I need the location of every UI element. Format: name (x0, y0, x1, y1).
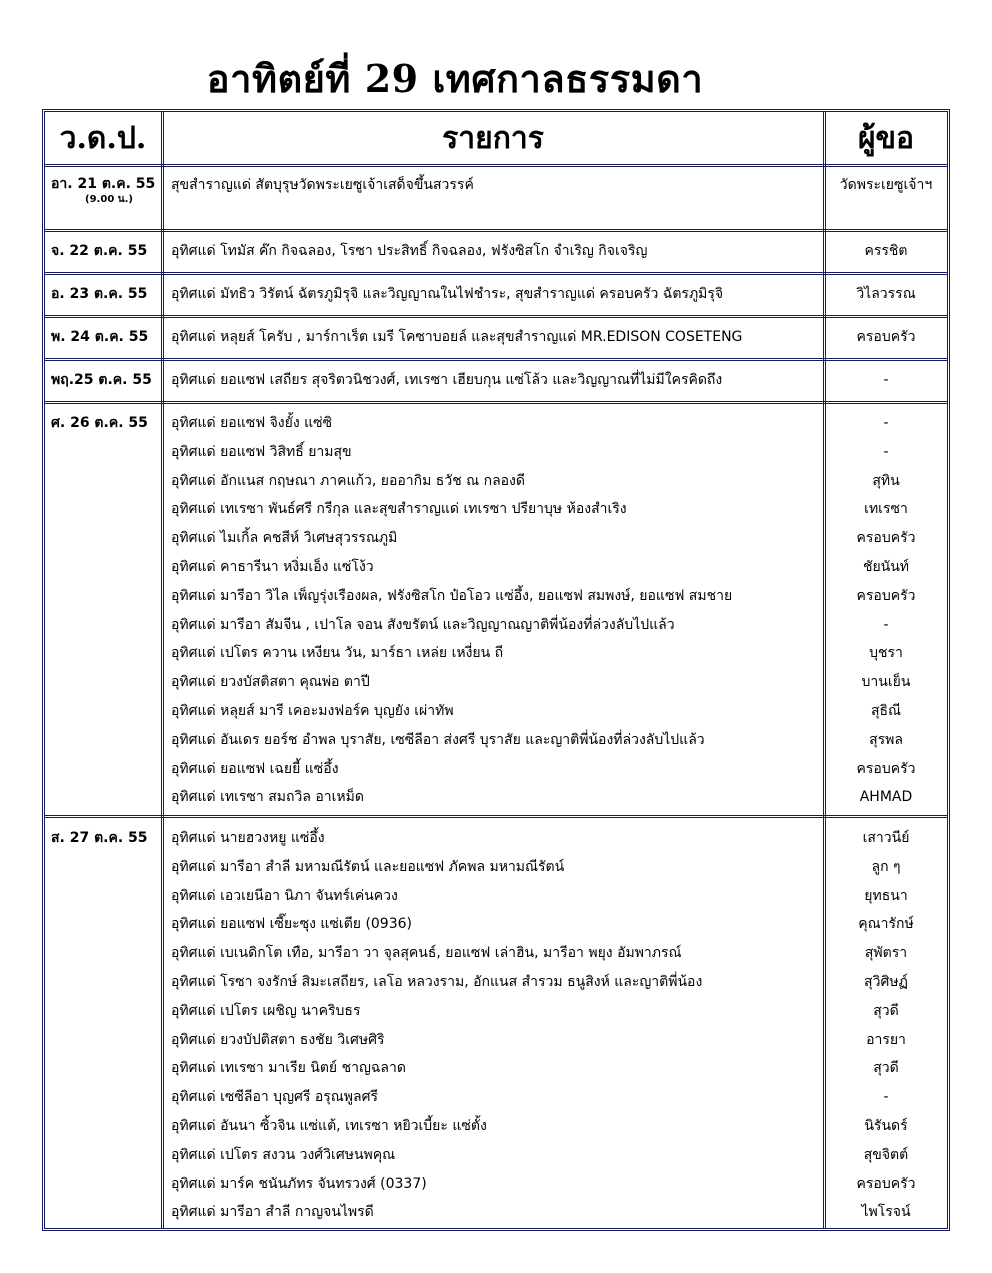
row-requesters (825, 323, 947, 352)
list-item: อุทิศแด่ ยอแซฟ เสถียร สุจริตวนิชวงศ์, เทเรซา เฮียบกุน แซ่โล้ว และวิญญาณที่ไม่มีใครคิดถึง (171, 372, 723, 388)
requester: ครอบครัว (856, 760, 916, 777)
requester: สุรพล (869, 731, 903, 748)
requester: สุขจิตต์ (863, 1146, 909, 1163)
row-items (171, 824, 702, 1227)
row-items (171, 323, 742, 352)
list-item: อุทิศแด่ อักแนส กฤษณา ภาคแก้ว, ยออากิม ธวัช ณ กลองดี (171, 472, 525, 489)
list-item: อุทิศแด่ ยวงบัสติสตา คุณพ่อ ตาปี (171, 674, 370, 691)
list-item: อุทิศแด่ โรซา จงรักษ์ สิมะเสถียร, เลโอ หลวงราม, อักแนส สำรวม ธนูสิงห์ และญาติพี่น้อง (171, 973, 703, 990)
list-item: อุทิศแด่ อันเดร ยอร์ช อำพล บุราสัย, เซซีลีอา ส่งศรี บุราสัย และญาติพี่น้องที่ล่วงลับไปแล้ว (171, 731, 705, 748)
requester: - (883, 415, 889, 431)
row-requesters (825, 280, 947, 309)
requester: วัดพระเยซูเจ้าฯ (839, 177, 933, 193)
row-divider (45, 164, 947, 167)
requester: ครอบครัว (856, 587, 916, 604)
row-date: ส. 27 ต.ค. 55 (51, 830, 148, 846)
list-item: อุทิศแด่ นายฮวงหยู แซ่อึ้ง (171, 830, 325, 846)
list-item: อุทิศแด่ ไมเกิ้ล คชสีห์ วิเศษสุวรรณภูมิ (171, 530, 398, 547)
list-item: อุทิศแด่ เบเนดิกโต เทือ, มารีอา วา จุลสุคนธ์, ยอแซฟ เล่าฮิน, มารีอา พยุง อัมพาภรณ์ (171, 945, 682, 962)
page-title: อาทิตย์ที่ 29 เทศกาลธรรมดา (206, 56, 704, 101)
list-item: อุทิศแด่ มารีอา สัมจีน , เปาโล จอน สังขรัตน์ และวิญญาณญาติพี่น้องที่ล่วงลับไปแล้ว (171, 616, 675, 633)
list-item: อุทิศแด่ ยวงบัปติสตา ธงชัย วิเศษศิริ (171, 1031, 385, 1048)
list-item: อุทิศแด่ ยอแซฟ จิงยั้ง แซ่ซิ (171, 415, 333, 431)
row-divider (45, 401, 947, 404)
list-item: อุทิศแด่ ยอแซฟ เฉยยี้ แซ่อึ้ง (171, 760, 339, 777)
list-item: อุทิศแด่ เทเรซา พันธ์ศรี กรีกุล และสุขสำราญแด่ เทเรซา ปรียาบุษ ห้องสำเริง (171, 501, 627, 518)
requester: - (883, 443, 889, 460)
requester: นิรันดร์ (864, 1117, 908, 1134)
requester: บุชรา (869, 645, 903, 662)
requester: วิไลวรรณ (856, 286, 916, 302)
list-item: อุทิศแด่ เปโตร เผชิญ นาคริบธร (171, 1002, 361, 1019)
list-item: อุทิศแด่ อันนา ซิ้วจิน แซ่แต้, เทเรซา หยิวเบี้ยะ แซ่ตั้ง (171, 1117, 487, 1134)
list-item: อุทิศแด่ โทมัส ค๊ก กิจฉลอง, โรซา ประสิทธิ์ กิจฉลอง, ฟรังซิสโก จำเริญ กิจเจริญ (171, 243, 648, 259)
requester: สุพัตรา (864, 945, 908, 962)
list-item: สุขสำราญแด่ สัตบุรุษวัดพระเยซูเจ้าเสด็จขึ้นสวรรค์ (171, 177, 474, 193)
list-item: อุทิศแด่ เปโตร ควาน เหงียน วัน, มาร์ธา เหล่ย เหงี่ยน ถี (171, 645, 504, 662)
requester: สุทิน (872, 472, 900, 489)
requester: สุวิศิษฏ์ (864, 973, 908, 990)
row-divider (45, 272, 947, 275)
list-item: อุทิศแด่ มาร์ค ชนันภัทร จันทรวงศ์ (0337) (171, 1175, 427, 1192)
list-item: อุทิศแด่ มัทธิว วิรัตน์ ฉัตรภูมิรุจิ และวิญญาณในไฟชำระ, สุขสำราญแด่ ครอบครัว ฉัตรภูมิรุจิ (171, 286, 724, 302)
requester: อารยา (866, 1031, 906, 1048)
header-date: ว.ด.ป. (59, 120, 147, 156)
list-item: อุทิศแด่ คาธารีนา หงิ่มเอ็ง แซ่โง้ว (171, 558, 374, 575)
row-divider (45, 315, 947, 318)
row-date: พ. 24 ต.ค. 55 (51, 329, 149, 345)
list-item: อุทิศแด่ หลุยส์ มารี เคอะมงฟอร์ค บุญยัง เผ่าทัพ (171, 702, 454, 719)
requester: - (883, 616, 889, 633)
row-divider (45, 358, 947, 361)
requester: ยุทธนา (864, 887, 908, 904)
row-requesters (825, 366, 947, 395)
list-item: อุทิศแด่ เปโตร สงวน วงศ์วิเศษนพคุณ (171, 1146, 396, 1163)
row-items (171, 280, 723, 309)
requester: เสาวนีย์ (862, 830, 910, 846)
requester: - (883, 372, 889, 388)
requester: บานเย็น (861, 674, 911, 691)
requester: ครอบครัว (856, 530, 916, 547)
row-date: ศ. 26 ต.ค. 55 (51, 415, 148, 431)
date-text: อา. 21 ต.ค. 55 (51, 176, 156, 192)
requester: คุณารักษ์ (858, 916, 914, 933)
list-item: อุทิศแด่ ยอแซฟ วิสิทธิ์ ยามสุข (171, 443, 352, 460)
row-requesters (825, 409, 947, 812)
requester: สุวดี (873, 1002, 899, 1019)
row-items (171, 237, 647, 266)
row-items (171, 409, 732, 812)
list-item: อุทิศแด่ มารีอา สำลี มหามณีรัตน์ และยอแซฟ ภัคพล มหามณีรัตน์ (171, 858, 565, 875)
list-item: อุทิศแด่ มารีอา วิไล เพ็ญรุ่งเรืองผล, ฟรังซิสโก ป๋อโอว แซ่อึ้ง, ยอแซฟ สมพงษ์, ยอแซฟ สมชาย (171, 587, 733, 604)
header-requester: ผู้ขอ (857, 120, 915, 156)
requester: - (883, 1089, 889, 1106)
row-items (171, 366, 722, 395)
requester: ครรชิต (864, 243, 908, 259)
requester: ครอบครัว (856, 1175, 916, 1192)
list-item: อุทิศแด่ เอวเยนีอา นิภา จันทร์เค่นควง (171, 887, 398, 904)
time-note: (9.00 น.) (85, 194, 133, 205)
requester: เทเรซา (864, 501, 908, 518)
row-date: จ. 22 ต.ค. 55 (51, 243, 148, 259)
header-items: รายการ (442, 120, 544, 156)
list-item: อุทิศแด่ หลุยส์ โครับ , มาร์กาเร็ต เมรี โคซาบอยล์ และสุขสำราญแด่ MR.EDISON COSETENG (171, 329, 743, 345)
row-date: พฤ.25 ต.ค. 55 (51, 372, 152, 388)
row-items (171, 171, 474, 200)
requester: ครอบครัว (856, 329, 916, 345)
intentions-table (42, 109, 950, 1231)
row-requesters (825, 171, 947, 200)
row-divider (45, 815, 947, 818)
column-divider (161, 112, 164, 1228)
requester: ชัยนันท์ (862, 558, 910, 575)
requester: AHMAD (859, 789, 913, 806)
list-item: อุทิศแด่ เทเรซา สมถวิล อาเหม็ด (171, 789, 364, 806)
requester: ลูก ๆ (871, 858, 901, 875)
list-item: อุทิศแด่ เซซีลีอา บุญศรี อรุณพูลศรี (171, 1089, 378, 1106)
row-date (51, 175, 161, 207)
requester: สุธิณี (870, 702, 902, 719)
list-item: อุทิศแด่ ยอแซฟ เซี๊ยะซุง แซ่เตีย (0936) (171, 916, 412, 933)
requester: สุวดี (873, 1060, 899, 1077)
requester: ไพโรจน์ (861, 1204, 911, 1221)
row-date: อ. 23 ต.ค. 55 (51, 286, 148, 302)
list-item: อุทิศแด่ มารีอา สำลี กาญจนไพรดี (171, 1204, 374, 1221)
list-item: อุทิศแด่ เทเรซา มาเรีย นิตย์ ชาญฉลาด (171, 1060, 406, 1077)
row-divider (45, 229, 947, 232)
row-requesters (825, 824, 947, 1227)
row-requesters (825, 237, 947, 266)
